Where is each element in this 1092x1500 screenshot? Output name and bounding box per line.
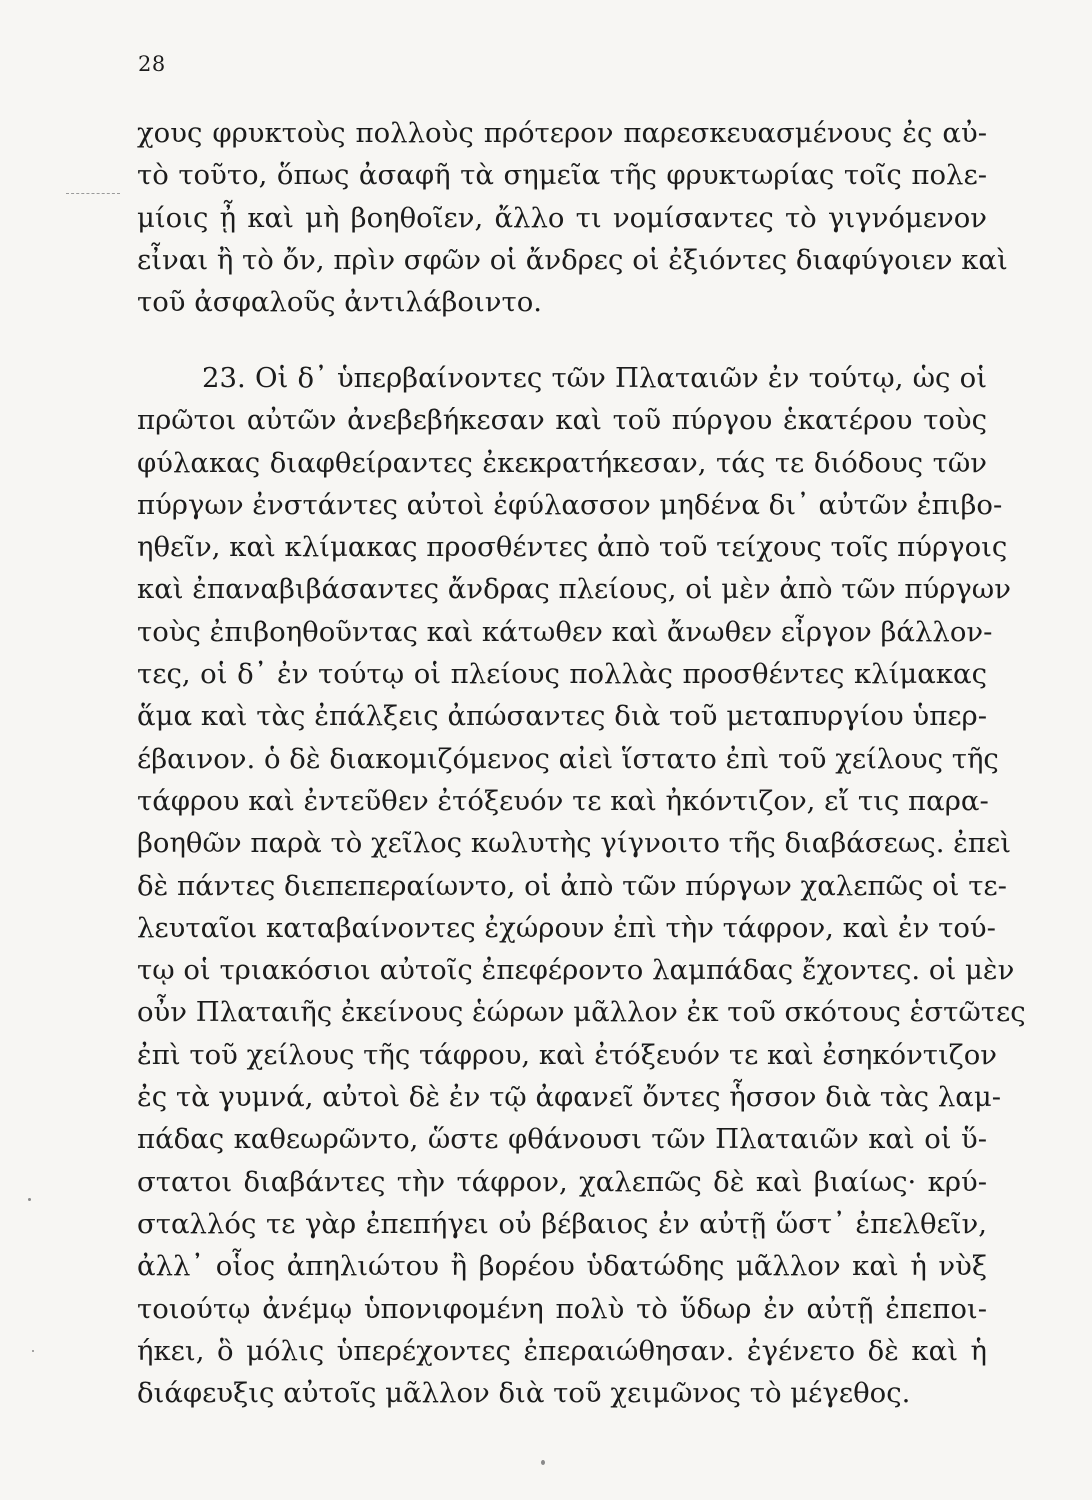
text-line: τάφρου καὶ ἐντεῦθεν ἐτόξευόν τε καὶ ἠκόντιζον, εἴ τις παρα-	[137, 784, 989, 817]
text-line: οὖν Πλαταιῆς ἐκείνους ἑώρων μᾶλλον ἐκ τοῦ σκότους ἑστῶτες	[137, 996, 1026, 1029]
text-line: καὶ ἐπαναβιβάσαντες ἄνδρας πλείους, οἱ μὲν ἀπὸ τῶν πύργων	[137, 573, 1011, 606]
text-line: ἅμα καὶ τὰς ἐπάλξεις ἀπώσαντες διὰ τοῦ μεταπυργίου ὑπερ-	[137, 700, 987, 733]
text-line: ἀλλ᾽ οἷος ἀπηλιώτου ἢ βορέου ὑδατώδης μᾶλλον καὶ ἡ νὺξ	[137, 1250, 987, 1283]
text-line: τες, οἱ δ᾽ ἐν τούτῳ οἱ πλείους πολλὰς προσθέντες κλίμακας	[137, 658, 987, 691]
text-line: τῳ οἱ τριακόσιοι αὐτοῖς ἐπεφέροντο λαμπάδας ἔχοντες. οἱ μὲν	[137, 954, 1015, 987]
text-line: ἐς τὰ γυμνά, αὐτοὶ δὲ ἐν τῷ ἀφανεῖ ὄντες ἧσσον διὰ τὰς λαμ-	[137, 1081, 1001, 1114]
paper-speck	[541, 1460, 545, 1465]
paper-speck	[32, 1350, 34, 1352]
text-line-first	[137, 357, 987, 399]
text-line: ἐπὶ τοῦ χείλους τῆς τάφρου, καὶ ἐτόξευόν τε καὶ ἐσηκόντιζον	[137, 1038, 997, 1071]
text-line: τὸ τοῦτο, ὅπως ἀσαφῆ τὰ σημεῖα τῆς φρυκτωρίας τοῖς πολε-	[137, 159, 987, 192]
text-line: δὲ πάντες διεπεπεραίωντο, οἱ ἀπὸ τῶν πύργων χαλεπῶς οἱ τε-	[137, 869, 1007, 902]
paragraph-2	[137, 357, 1026, 1414]
text-line: ηθεῖν, καὶ κλίμακας προσθέντες ἀπὸ τοῦ τείχους τοῖς πύργοις	[137, 531, 1008, 564]
page-number: 28	[138, 52, 166, 76]
text-line: λευταῖοι καταβαίνοντες ἐχώρουν ἐπὶ τὴν τάφρον, καὶ ἐν τού-	[137, 911, 996, 944]
text-line: βοηθῶν παρὰ τὸ χεῖλος κωλυτὴς γίγνοιτο τῆς διαβάσεως. ἐπεὶ	[137, 827, 1012, 860]
text-line: εἶναι ἢ τὸ ὄν, πρὶν σφῶν οἱ ἄνδρες οἱ ἐξιόντες διαφύγοιεν καὶ	[137, 243, 1008, 276]
text-line: πύργων ἐνστάντες αὐτοὶ ἐφύλασσον μηδένα δι᾽ αὐτῶν ἐπιβο-	[137, 488, 1003, 521]
paper-speck	[28, 1198, 31, 1201]
section-number: 23.	[202, 362, 246, 394]
text-line: μίοις ᾖ καὶ μὴ βοηθοῖεν, ἄλλο τι νομίσαντες τὸ γιγνόμενον	[137, 201, 987, 234]
text-line: διάφευξις αὐτοῖς μᾶλλον διὰ τοῦ χειμῶνος τὸ μέγεθος.	[137, 1377, 911, 1410]
margin-mark	[66, 193, 120, 194]
text-line: χους φρυκτοὺς πολλοὺς πρότερον παρεσκευασμένους ἐς αὐ-	[137, 117, 987, 149]
paragraph-1	[137, 112, 1008, 323]
text-line: στατοι διαβάντες τὴν τάφρον, χαλεπῶς δὲ καὶ βιαίως· κρύ-	[137, 1165, 987, 1198]
text-line: πρῶτοι αὐτῶν ἀνεβεβήκεσαν καὶ τοῦ πύργου ἑκατέρου τοὺς	[137, 404, 987, 437]
text-line: τοὺς ἐπιβοηθοῦντας καὶ κάτωθεν καὶ ἄνωθεν εἶργον βάλλον-	[137, 615, 993, 648]
text-line: τοῦ ἀσφαλοῦς ἀντιλάβοιντο.	[137, 286, 542, 319]
text-line: σταλλός τε γὰρ ἐπεπήγει οὐ βέβαιος ἐν αὐτῇ ὥστ᾽ ἐπελθεῖν,	[137, 1207, 987, 1240]
text-line: έβαινον. ὁ δὲ διακομιζόμενος αἰεὶ ἵστατο ἐπὶ τοῦ χείλους τῆς	[137, 742, 999, 775]
text-line: ήκει, ὃ μόλις ὑπερέχοντες ἐπεραιώθησαν. ἐγένετο δὲ καὶ ἡ	[137, 1334, 987, 1367]
text-line: φύλακας διαφθείραντες ἐκεκρατήκεσαν, τάς τε διόδους τῶν	[137, 446, 987, 479]
text-line-content: Οἱ δ᾽ ὑπερβαίνοντες τῶν Πλαταιῶν ἐν τούτῳ, ὡς οἱ	[254, 362, 987, 394]
text-line: πάδας καθεωρῶντο, ὥστε φθάνουσι τῶν Πλαταιῶν καὶ οἱ ὕ-	[137, 1123, 987, 1156]
text-line: τοιούτῳ ἀνέμῳ ὑπονιφομένη πολὺ τὸ ὕδωρ ἐν αὐτῇ ἐπεποι-	[137, 1292, 987, 1325]
